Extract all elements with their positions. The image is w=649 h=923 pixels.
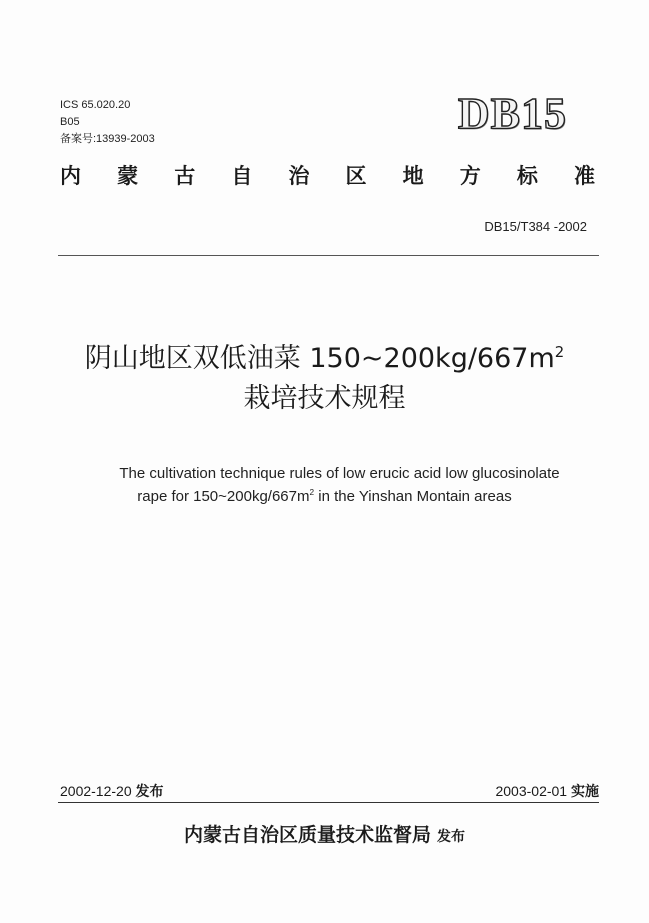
issuer-title-char: 区 bbox=[345, 164, 367, 188]
issuer-title-char: 标 bbox=[516, 164, 538, 188]
issuer-title-char: 准 bbox=[573, 164, 595, 188]
english-title-text: rape for 150~200kg/667m bbox=[137, 488, 310, 505]
issuer-title-char: 蒙 bbox=[117, 164, 139, 188]
superscript: 2 bbox=[554, 343, 565, 361]
issuer-title-char: 方 bbox=[459, 164, 481, 188]
chinese-title-line-2: 栽培技术规程 bbox=[243, 383, 406, 414]
effective-date-label: 实施 bbox=[571, 784, 599, 800]
filing-number: 备案号:13939-2003 bbox=[60, 133, 155, 145]
category-code: B05 bbox=[60, 116, 80, 128]
chinese-title-text: 阴山地区双低油菜 150~200kg/667m bbox=[84, 343, 555, 374]
publisher bbox=[0, 820, 649, 847]
classification-block bbox=[60, 97, 155, 148]
issue-date-label: 发布 bbox=[135, 784, 164, 800]
issuer-title bbox=[60, 160, 595, 190]
issuer-title-char: 内 bbox=[60, 164, 81, 188]
english-title-line-1: The cultivation technique rules of low erucic acid low glucosinolate bbox=[119, 465, 560, 482]
issuer-title-char: 治 bbox=[288, 164, 310, 188]
publisher-name: 内蒙古自治区质量技术监督局 bbox=[183, 824, 431, 846]
issuer-title-char: 古 bbox=[174, 164, 196, 188]
ics-code: ICS 65.020.20 bbox=[60, 99, 131, 111]
publisher-suffix: 发布 bbox=[437, 829, 465, 845]
issuer-title-char: 地 bbox=[402, 164, 424, 188]
superscript: 2 bbox=[309, 488, 315, 497]
effective-date bbox=[495, 781, 599, 801]
standard-number: DB15/T384 -2002 bbox=[484, 219, 587, 234]
english-title-text: in the Yinshan Montain areas bbox=[314, 488, 512, 505]
top-divider bbox=[58, 255, 599, 256]
issue-date bbox=[60, 781, 164, 801]
english-title-line-2 bbox=[0, 485, 649, 508]
issuer-title-char: 自 bbox=[231, 164, 253, 188]
effective-date-value: 2003-02-01 bbox=[495, 783, 568, 799]
issue-date-value: 2002-12-20 bbox=[60, 783, 132, 799]
chinese-title-line-1 bbox=[0, 340, 649, 378]
standard-code-logo: DB15 bbox=[457, 89, 567, 138]
bottom-divider bbox=[58, 802, 599, 803]
